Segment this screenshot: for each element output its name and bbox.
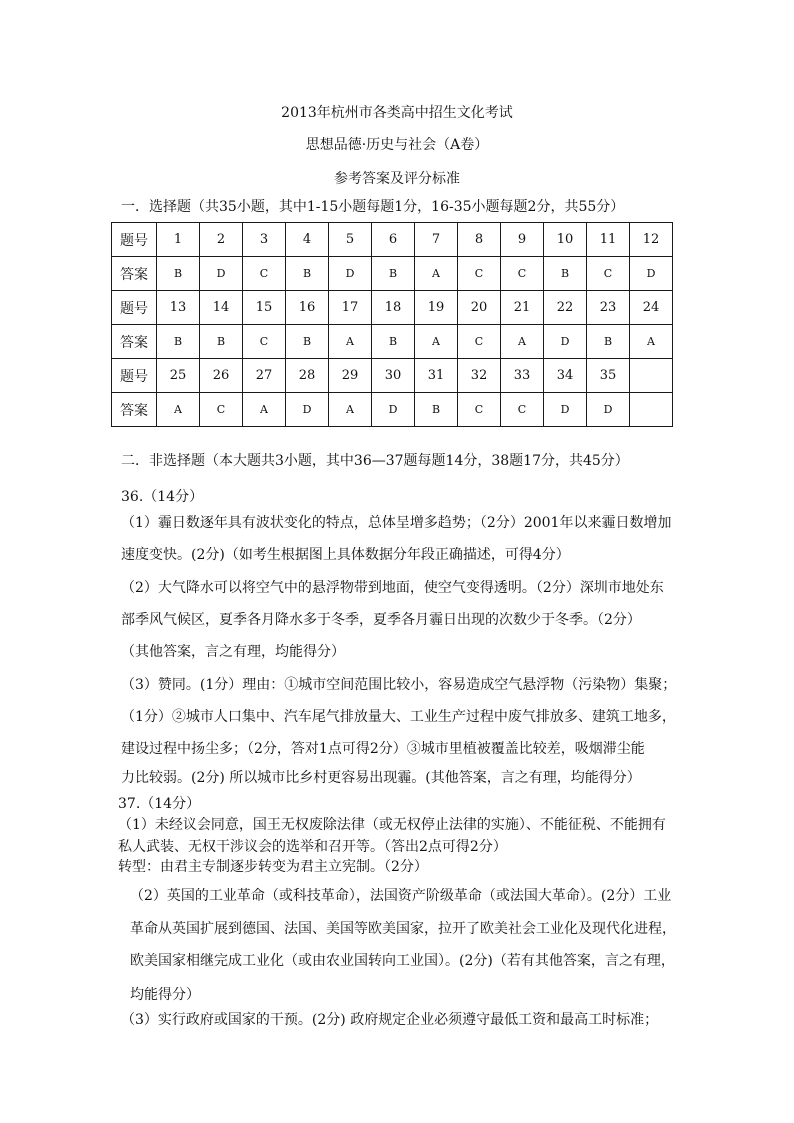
question-number-cell: 29: [329, 359, 372, 393]
question-number-cell: 24: [630, 291, 673, 325]
answer-line: 建设过程中扬尘多；（2分，答对1点可得2分）③城市里植被覆盖比较差，吸烟滞尘能: [121, 741, 645, 757]
exam-title: 2013年杭州市各类高中招生文化考试: [281, 105, 513, 121]
answer-cell: B: [372, 257, 415, 291]
answer-cell: C: [458, 393, 501, 427]
answer-cell: D: [544, 325, 587, 359]
answer-cell: B: [372, 325, 415, 359]
answer-cell: B: [286, 325, 329, 359]
answer-cell: A: [243, 393, 286, 427]
answer-label: 答案: [112, 393, 157, 427]
answer-cell: C: [200, 393, 243, 427]
answer-cell: B: [587, 325, 630, 359]
table-body: [112, 223, 673, 427]
question-number-cell: 35: [587, 359, 630, 393]
answer-line: （1）霾日数逐年具有波状变化的特点，总体呈增多趋势；（2分）2001年以来霾日数增加: [121, 515, 672, 531]
answer-row: [112, 393, 673, 427]
question-number-row: [112, 359, 673, 393]
answer-cell: C: [587, 257, 630, 291]
question-number-cell: 15: [243, 291, 286, 325]
question-number-cell: 23: [587, 291, 630, 325]
answer-cell: A: [630, 325, 673, 359]
answer-cell: A: [415, 257, 458, 291]
question-number-cell: 34: [544, 359, 587, 393]
question-number-cell: 31: [415, 359, 458, 393]
answer-cell: C: [501, 393, 544, 427]
answer-line: （3）实行政府或国家的干预。(2分) 政府规定企业必须遵守最低工资和最高工时标准；: [121, 1012, 659, 1028]
question-number-cell: 3: [243, 223, 286, 257]
answer-cell: A: [329, 393, 372, 427]
question-number-cell: 17: [329, 291, 372, 325]
answer-cell: B: [544, 257, 587, 291]
answer-cell: C: [243, 325, 286, 359]
question-number-cell: 32: [458, 359, 501, 393]
answer-line: （1）未经议会同意，国王无权废除法律（或无权停止法律的实施）、不能征税、不能拥有: [118, 817, 666, 833]
question-number-cell: 5: [329, 223, 372, 257]
question-number-cell: 30: [372, 359, 415, 393]
answer-line: （3）赞同。(1分）理由：①城市空间范围比较小，容易造成空气悬浮物（污染物）集聚；: [121, 677, 677, 693]
answer-cell: C: [501, 257, 544, 291]
question-number-cell: 9: [501, 223, 544, 257]
answer-line: 欧美国家相继完成工业化（或由农业国转向工业国）。(2分)（若有其他答案，言之有理，: [130, 953, 675, 969]
answer-label: 答案: [112, 325, 157, 359]
subject-title: 思想品德·历史与社会（A卷）: [305, 137, 489, 153]
question-number-cell: 27: [243, 359, 286, 393]
question-number-cell: 33: [501, 359, 544, 393]
answer-cell: C: [458, 325, 501, 359]
question-number-cell: 13: [157, 291, 200, 325]
question-number-cell: [630, 359, 673, 393]
section2-heading: 二．非选择题（本大题共3小题，其中36—37题每题14分，38题17分，共45分）: [121, 453, 629, 469]
answer-line: 部季风气候区，夏季各月降水多于冬季，夏季各月霾日出现的次数少于冬季。（2分）: [121, 612, 641, 628]
question-number-cell: 26: [200, 359, 243, 393]
answer-label: 答案: [112, 257, 157, 291]
question-number-cell: 8: [458, 223, 501, 257]
answer-cell: B: [200, 325, 243, 359]
answer-cell: B: [157, 257, 200, 291]
answer-line: （2）大气降水可以将空气中的悬浮物带到地面，使空气变得透明。（2分）深圳市地处东: [121, 580, 664, 596]
answer-line: 36.（14分）: [121, 489, 204, 505]
question-number-label: 题号: [112, 291, 157, 325]
question-number-cell: 14: [200, 291, 243, 325]
answer-row: [112, 325, 673, 359]
question-number-cell: 12: [630, 223, 673, 257]
question-number-cell: 19: [415, 291, 458, 325]
question-number-cell: 11: [587, 223, 630, 257]
question-number-cell: 21: [501, 291, 544, 325]
question-number-cell: 4: [286, 223, 329, 257]
answer-line: 速度变快。(2分)（如考生根据图上具体数据分年段正确描述，可得4分）: [121, 547, 570, 563]
answer-cell: A: [415, 325, 458, 359]
answer-cell: A: [329, 325, 372, 359]
question-number-cell: 25: [157, 359, 200, 393]
answer-cell: D: [372, 393, 415, 427]
multiple-choice-answer-table: [111, 222, 673, 427]
question-number-cell: 16: [286, 291, 329, 325]
document-title: 参考答案及评分标准: [334, 171, 460, 187]
answer-cell: C: [458, 257, 501, 291]
answer-cell: B: [157, 325, 200, 359]
answer-line: 37.（14分）: [118, 796, 201, 812]
answer-cell: D: [544, 393, 587, 427]
answer-line: 私人武装、无权干涉议会的选举和召开等。（答出2点可得2分）: [118, 839, 507, 855]
question-number-cell: 20: [458, 291, 501, 325]
question-number-row: [112, 223, 673, 257]
answer-row: [112, 257, 673, 291]
answer-line: 转型：由君主专制逐步转变为君主立宪制。（2分）: [118, 859, 428, 875]
question-number-cell: 7: [415, 223, 458, 257]
question-number-cell: 1: [157, 223, 200, 257]
answer-cell: D: [200, 257, 243, 291]
answer-line: （1分）②城市人口集中、汽车尾气排放量大、工业生产过程中废气排放多、建筑工地多，: [121, 709, 676, 725]
question-number-cell: 6: [372, 223, 415, 257]
question-number-cell: 10: [544, 223, 587, 257]
answer-cell: B: [286, 257, 329, 291]
answer-cell: D: [587, 393, 630, 427]
answer-cell: D: [329, 257, 372, 291]
answer-cell: D: [630, 257, 673, 291]
question-number-cell: 18: [372, 291, 415, 325]
answer-line: 均能得分）: [130, 987, 200, 1003]
answer-cell: A: [157, 393, 200, 427]
answer-cell: B: [415, 393, 458, 427]
answer-cell: C: [243, 257, 286, 291]
question-number-cell: 28: [286, 359, 329, 393]
answer-line: 力比较弱。(2分) 所以城市比乡村更容易出现霾。(其他答案，言之有理，均能得分）: [121, 770, 641, 786]
question-number-cell: 2: [200, 223, 243, 257]
answer-line: 革命从英国扩展到德国、法国、美国等欧美国家，拉开了欧美社会工业化及现代化进程，: [130, 921, 676, 937]
answer-line: （2）英国的工业革命（或科技革命），法国资产阶级革命（或法国大革命）。(2分）工业: [130, 888, 672, 904]
question-number-label: 题号: [112, 359, 157, 393]
question-number-cell: 22: [544, 291, 587, 325]
answer-cell: D: [286, 393, 329, 427]
question-number-row: [112, 291, 673, 325]
answer-cell: [630, 393, 673, 427]
section1-heading: 一．选择题（共35小题，其中1-15小题每题1分，16-35小题每题2分，共55分）: [121, 199, 625, 215]
question-number-label: 题号: [112, 223, 157, 257]
answer-line: （其他答案，言之有理，均能得分）: [121, 644, 345, 660]
answer-cell: A: [501, 325, 544, 359]
